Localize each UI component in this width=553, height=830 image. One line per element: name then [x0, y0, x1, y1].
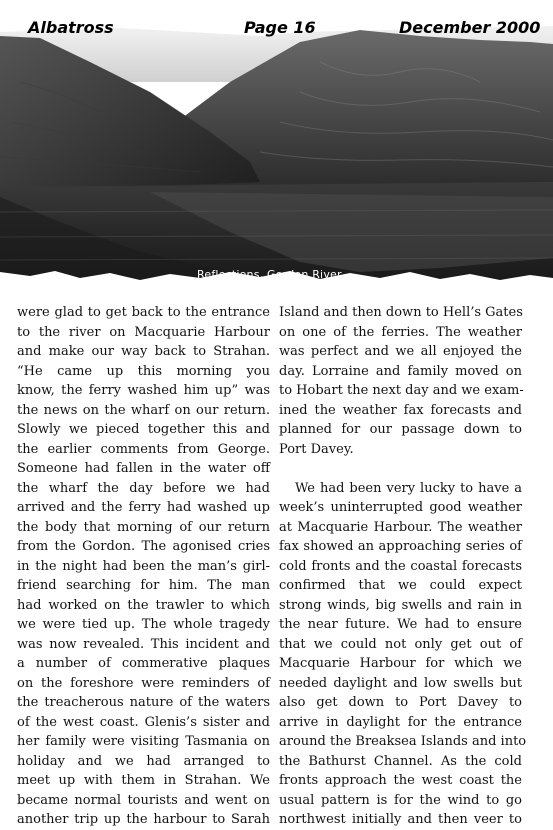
text-line: day. Lorraine and family moved on: [279, 363, 522, 379]
text-line: arrive in daylight for the entrance: [279, 714, 522, 730]
text-line: planned for our passage down to: [279, 422, 522, 437]
text-line: the earlier comments from George.: [17, 441, 270, 457]
text-line: to the river on Macquarie Harbour: [17, 324, 270, 340]
page-header: [0, 0, 553, 44]
text-line: also get down to Port Davey to: [279, 695, 522, 710]
text-line: was perfect and we all enjoyed the: [279, 344, 522, 359]
text-line: needed daylight and low swells but: [279, 675, 522, 691]
text-line: had worked on the trawler to which: [17, 597, 270, 613]
text-line: “He came up this morning you: [17, 363, 270, 379]
river-photo: [0, 22, 553, 298]
publication-title: Albatross: [28, 18, 114, 37]
text-line: fax showed an approaching series of: [279, 539, 522, 554]
text-line: confirmed that we could expect: [279, 578, 522, 593]
text-line: were glad to get back to the entrance: [17, 305, 270, 320]
text-line: of the west coast. Glenis’s sister and: [17, 714, 270, 730]
text-line: cold fronts and the coastal forecasts: [279, 558, 522, 574]
text-line: and make our way back to Strahan.: [17, 344, 270, 359]
text-line: became normal tourists and went on: [17, 792, 270, 808]
text-line: know, the ferry washed him up” was: [17, 383, 270, 398]
text-line: arrived and the ferry had washed up: [17, 500, 270, 515]
text-line: around the Breaksea Islands and into: [279, 734, 527, 749]
page-number: Page 16: [244, 18, 316, 37]
text-line: strong winds, big swells and rain in: [279, 597, 522, 613]
right-column: [279, 303, 527, 830]
text-line: usual pattern is for the wind to go: [279, 792, 522, 808]
left-column: [17, 303, 270, 830]
text-line: the near future. We had to ensure: [279, 617, 522, 632]
issue-date: December 2000: [399, 18, 541, 37]
text-line: northwest initially and then veer to: [279, 812, 522, 827]
text-line: meet up with them in Strahan. We: [17, 773, 270, 788]
text-line: fronts approach the west coast the: [279, 773, 522, 788]
photo-caption: Reflections, Gordon River: [197, 268, 342, 281]
text-line: another trip up the harbour to Sarah: [17, 812, 270, 827]
text-line: the body that morning of our return: [17, 519, 270, 535]
text-line: we were tied up. The whole tragedy: [17, 617, 270, 632]
text-line: to Hobart the next day and we exam-: [279, 383, 524, 398]
text-line: Island and then down to Hell’s Gates: [279, 305, 523, 320]
text-line: a number of commerative plaques: [17, 656, 270, 671]
text-line: the news on the wharf on our return.: [17, 402, 270, 418]
text-line: ined the weather fax forecasts and: [279, 402, 522, 418]
text-line: Someone had fallen in the water off: [17, 461, 270, 476]
text-line: her family were visiting Tasmania on: [17, 734, 270, 749]
text-line: holiday and we had arranged to: [17, 753, 270, 769]
text-line: week’s uninterrupted good weather: [279, 500, 522, 515]
text-line: on the foreshore were reminders of: [17, 675, 270, 691]
text-line: Macquarie Harbour for which we: [279, 656, 522, 671]
text-line: We had been very lucky to have a: [295, 480, 522, 496]
text-line: on one of the ferries. The weather: [279, 324, 522, 340]
text-line: friend searching for him. The man: [17, 578, 270, 593]
text-line: Slowly we pieced together this and: [17, 422, 270, 437]
text-line: the Bathurst Channel. As the cold: [279, 753, 522, 769]
text-line: was now revealed. This incident and: [17, 636, 270, 652]
paragraph-gap: [279, 459, 522, 479]
text-line: the wharf the day before we had: [17, 480, 270, 496]
text-line: that we could not only get out of: [279, 636, 522, 652]
text-line: the treacherous nature of the waters: [17, 695, 270, 710]
text-line: Port Davey.: [279, 441, 354, 457]
text-line: in the night had been the man’s girl-: [17, 558, 270, 574]
text-line: from the Gordon. The agonised cries: [17, 539, 270, 554]
text-line: at Macquarie Harbour. The weather: [279, 519, 522, 535]
